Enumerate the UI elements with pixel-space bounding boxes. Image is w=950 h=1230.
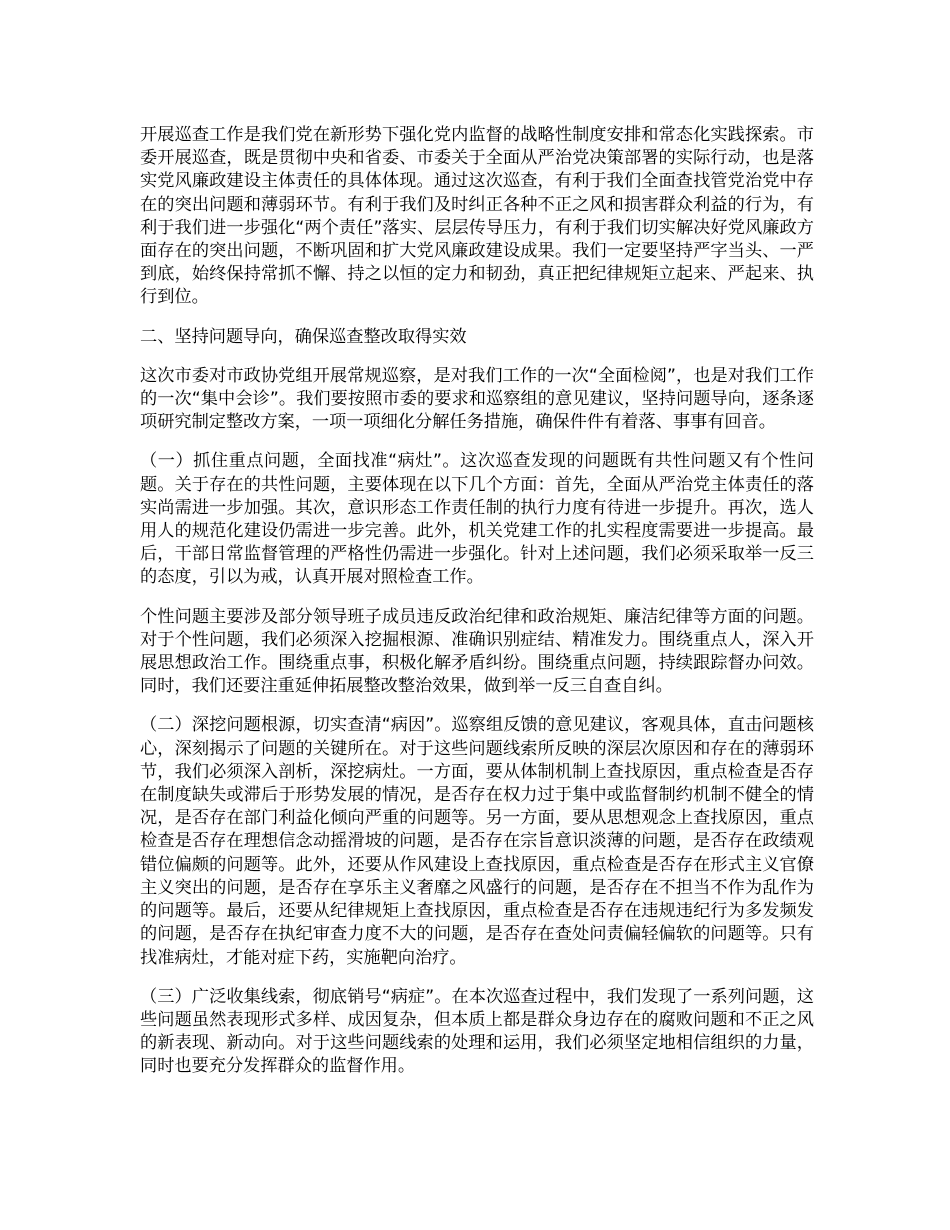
section-heading: 二、坚持问题导向，确保巡查整改取得实效: [140, 326, 467, 347]
paragraph-individual-issues: 个性问题主要涉及部分领导班子成员违反政治纪律和政治规矩、廉洁纪律等方面的问题。对于个性问题，我们必须深入挖掘根源、准确识别症结、精准发力。围绕重点人，深入开展思想政治工作。围绕重点事，积极化解矛盾纠纷。围绕重点问题，持续跟踪督办问效。同时，我们还要注重延伸拓展整改整治效果，做到举一反三自查自纠。: [140, 606, 814, 697]
paragraph-intro: 开展巡查工作是我们党在新形势下强化党内监督的战略性制度安排和常态化实践探索。市委开展巡查，既是贯彻中央和省委、市委关于全面从严治党决策部署的实际行动，也是落实党风廉政建设主体责任的具体体现。通过这次巡查，有利于我们全面查找管党治党中存在的突出问题和薄弱环节。有利于我们及时纠正各种不正之风和损害群众利益的行为，有利于我们进一步强化“两个责任”落实、层层传导压力，有利于我们切实解决好党风廉政方面存在的突出问题，不断巩固和扩大党风廉政建设成果。我们一定要坚持严字当头、一严到底，始终保持常抓不懈、持之以恒的定力和韧劲，真正把纪律规矩立起来、严起来、执行到位。: [140, 125, 814, 308]
paragraph-point-2: （二）深挖问题根源，切实查清“病因”。巡察组反馈的意见建议，客观具体，直击问题核心，深刻揭示了问题的关键所在。对于这些问题线索所反映的深层次原因和存在的薄弱环节，我们必须深入剖析，深挖病灶。一方面，要从体制机制上查找原因，重点检查是否存在制度缺失或滞后于形势发展的情况，是否存在权力过于集中或监督制约机制不健全的情况，是否存在部门利益化倾向严重的问题等。另一方面，要从思想观念上查找原因，重点检查是否存在理想信念动摇滑坡的问题，是否存在宗旨意识淡薄的问题，是否存在政绩观错位偏颇的问题等。此外，还要从作风建设上查找原因，重点检查是否存在形式主义官僚主义突出的问题，是否存在享乐主义奢靡之风盛行的问题，是否存在不担当不作为乱作为的问题等。最后，还要从纪律规矩上查找原因，重点检查是否存在违规违纪行为多发频发的问题，是否存在执纪审查力度不大的问题，是否存在查处问责偏轻偏软的问题等。只有找准病灶，才能对症下药，实施靶向治疗。: [140, 715, 814, 968]
paragraph-point-1: （一）抓住重点问题，全面找准“病灶”。这次巡查发现的问题既有共性问题又有个性问题。关于存在的共性问题，主要体现在以下几个方面：首先，全面从严治党主体责任的落实尚需进一步加强。其次，意识形态工作责任制的执行力度有待进一步提升。再次，选人用人的规范化建设仍需进一步完善。此外，机关党建工作的扎实程度需要进一步提高。最后，干部日常监督管理的严格性仍需进一步强化。针对上述问题，我们必须采取举一反三的态度，引以为戒，认真开展对照检查工作。: [140, 451, 814, 588]
document-page: [140, 124, 814, 1095]
paragraph-overview: 这次市委对市政协党组开展常规巡察，是对我们工作的一次“全面检阅”，也是对我们工作的一次“集中会诊”。我们要按照市委的要求和巡察组的意见建议，坚持问题导向，逐条逐项研究制定整改方案，一项一项细化分解任务措施，确保件件有着落、事事有回音。: [140, 365, 814, 433]
paragraph-point-3: （三）广泛收集线索，彻底销号“病症”。在本次巡查过程中，我们发现了一系列问题，这些问题虽然表现形式多样、成因复杂，但本质上都是群众身边存在的腐败问题和不正之风的新表现、新动向。对于这些问题线索的处理和运用，我们必须坚定地相信组织的力量，同时也要充分发挥群众的监督作用。: [140, 986, 814, 1077]
